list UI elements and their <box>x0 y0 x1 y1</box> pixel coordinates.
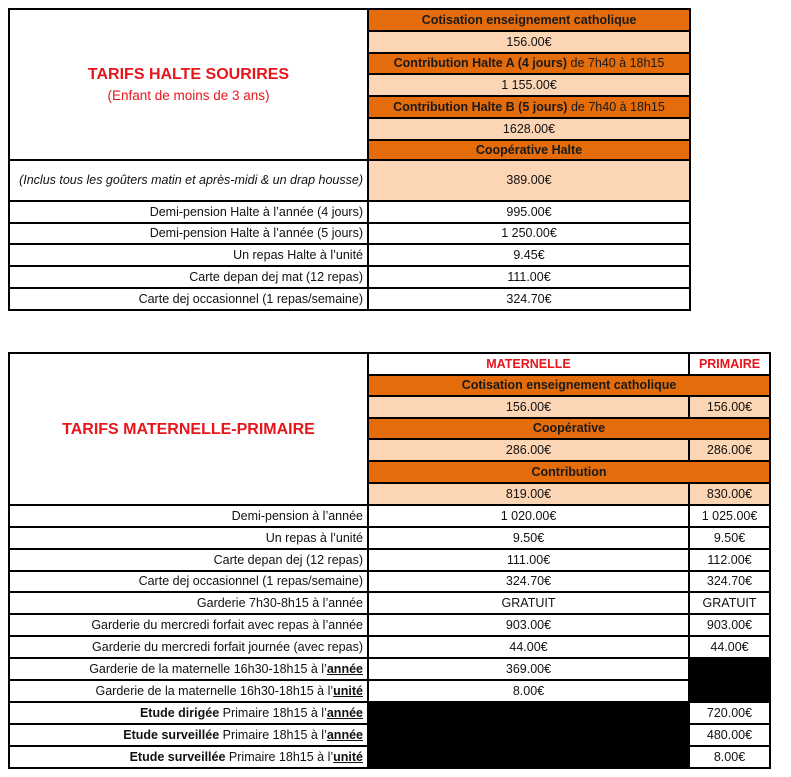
row-label: Demi-pension Halte à l’année (5 jours) <box>9 223 368 244</box>
primaire-value: 720.00€ <box>689 702 770 724</box>
table-row <box>9 592 770 614</box>
table-row <box>9 614 770 636</box>
row-label: Garderie du mercredi forfait journée (avec repas) <box>9 636 368 658</box>
section-header: Cotisation enseignement catholique <box>368 9 690 31</box>
maternelle-value: GRATUIT <box>368 592 689 614</box>
maternelle-value: 369.00€ <box>368 658 689 680</box>
row-value: 1 250.00€ <box>368 223 690 244</box>
primaire-value: 830.00€ <box>689 483 770 505</box>
primaire-value: 480.00€ <box>689 724 770 746</box>
section-header: Cotisation enseignement catholique <box>368 375 770 396</box>
primaire-value: 1 025.00€ <box>689 505 770 527</box>
primaire-value: 156.00€ <box>689 396 770 418</box>
row-label: Garderie du mercredi forfait avec repas à l’année <box>9 614 368 636</box>
table-row <box>9 571 770 592</box>
maternelle-value: 1 020.00€ <box>368 505 689 527</box>
row-label: Garderie de la maternelle 16h30-18h15 à l’unité <box>9 680 368 702</box>
maternelle-value: 286.00€ <box>368 439 689 461</box>
maternelle-value: 819.00€ <box>368 483 689 505</box>
row-label: Demi-pension Halte à l’année (4 jours) <box>9 201 368 223</box>
row-label: Etude dirigée Primaire 18h15 à l’année <box>9 702 368 724</box>
section-header: Coopérative Halte <box>368 140 690 160</box>
maternelle-value: 44.00€ <box>368 636 689 658</box>
row-label: Garderie 7h30-8h15 à l’année <box>9 592 368 614</box>
primaire-value: GRATUIT <box>689 592 770 614</box>
row-label: Carte dej occasionnel (1 repas/semaine) <box>9 288 368 310</box>
row-label: Carte depan dej mat (12 repas) <box>9 266 368 288</box>
row-value: 9.45€ <box>368 244 690 266</box>
maternelle-value: 156.00€ <box>368 396 689 418</box>
section-value: 1 155.00€ <box>368 74 690 96</box>
maternelle-value: 324.70€ <box>368 571 689 592</box>
mat-prim-title-cell <box>9 353 368 505</box>
table-row <box>9 266 690 288</box>
section-header: Coopérative <box>368 418 770 439</box>
table-row <box>9 549 770 571</box>
primaire-value: 112.00€ <box>689 549 770 571</box>
row-value: 111.00€ <box>368 266 690 288</box>
not-applicable-cell <box>368 702 689 768</box>
halte-title: TARIFS HALTE SOURIRES <box>87 65 290 83</box>
not-applicable-cell <box>689 658 770 702</box>
row-value: 324.70€ <box>368 288 690 310</box>
table-row <box>9 201 690 223</box>
row-label: Demi-pension à l’année <box>9 505 368 527</box>
primaire-value: 8.00€ <box>689 746 770 768</box>
row-label: Carte dej occasionnel (1 repas/semaine) <box>9 571 368 592</box>
row-label: Etude surveillée Primaire 18h15 à l’unité <box>9 746 368 768</box>
row-value: 995.00€ <box>368 201 690 223</box>
column-header-primaire: PRIMAIRE <box>689 353 770 375</box>
primaire-value: 44.00€ <box>689 636 770 658</box>
coop-note: (Inclus tous les goûters matin et après-midi & un drap housse) <box>9 160 368 201</box>
row-label: Etude surveillée Primaire 18h15 à l’année <box>9 724 368 746</box>
section-header: Contribution Halte B (5 jours) de 7h40 à 18h15 <box>368 96 690 118</box>
row-label: Un repas à l’unité <box>9 527 368 549</box>
row-label: Garderie de la maternelle 16h30-18h15 à l’année <box>9 658 368 680</box>
maternelle-value: 8.00€ <box>368 680 689 702</box>
halte-tariff-table <box>8 8 691 311</box>
coop-value: 389.00€ <box>368 160 690 201</box>
table-row <box>9 223 690 244</box>
table-row <box>9 505 770 527</box>
primaire-value: 9.50€ <box>689 527 770 549</box>
section-header: Contribution Halte A (4 jours) de 7h40 à 18h15 <box>368 53 690 74</box>
section-value: 156.00€ <box>368 31 690 53</box>
table-row <box>9 527 770 549</box>
table-row <box>9 680 770 702</box>
table-row <box>9 288 690 310</box>
maternelle-value: 903.00€ <box>368 614 689 636</box>
halte-title-cell <box>9 9 368 160</box>
section-header: Contribution <box>368 461 770 483</box>
table-row <box>9 658 770 680</box>
maternelle-value: 9.50€ <box>368 527 689 549</box>
table-row <box>9 244 690 266</box>
halte-subtitle: (Enfant de moins de 3 ans) <box>107 87 270 103</box>
maternelle-primaire-tariff-table <box>8 352 771 769</box>
row-label: Carte depan dej (12 repas) <box>9 549 368 571</box>
table-row <box>9 636 770 658</box>
primaire-value: 324.70€ <box>689 571 770 592</box>
row-label: Un repas Halte à l’unité <box>9 244 368 266</box>
primaire-value: 903.00€ <box>689 614 770 636</box>
table-row <box>9 702 770 724</box>
primaire-value: 286.00€ <box>689 439 770 461</box>
maternelle-value: 111.00€ <box>368 549 689 571</box>
mat-prim-title: TARIFS MATERNELLE-PRIMAIRE <box>62 420 315 438</box>
section-value: 1628.00€ <box>368 118 690 140</box>
column-header-maternelle: MATERNELLE <box>368 353 689 375</box>
